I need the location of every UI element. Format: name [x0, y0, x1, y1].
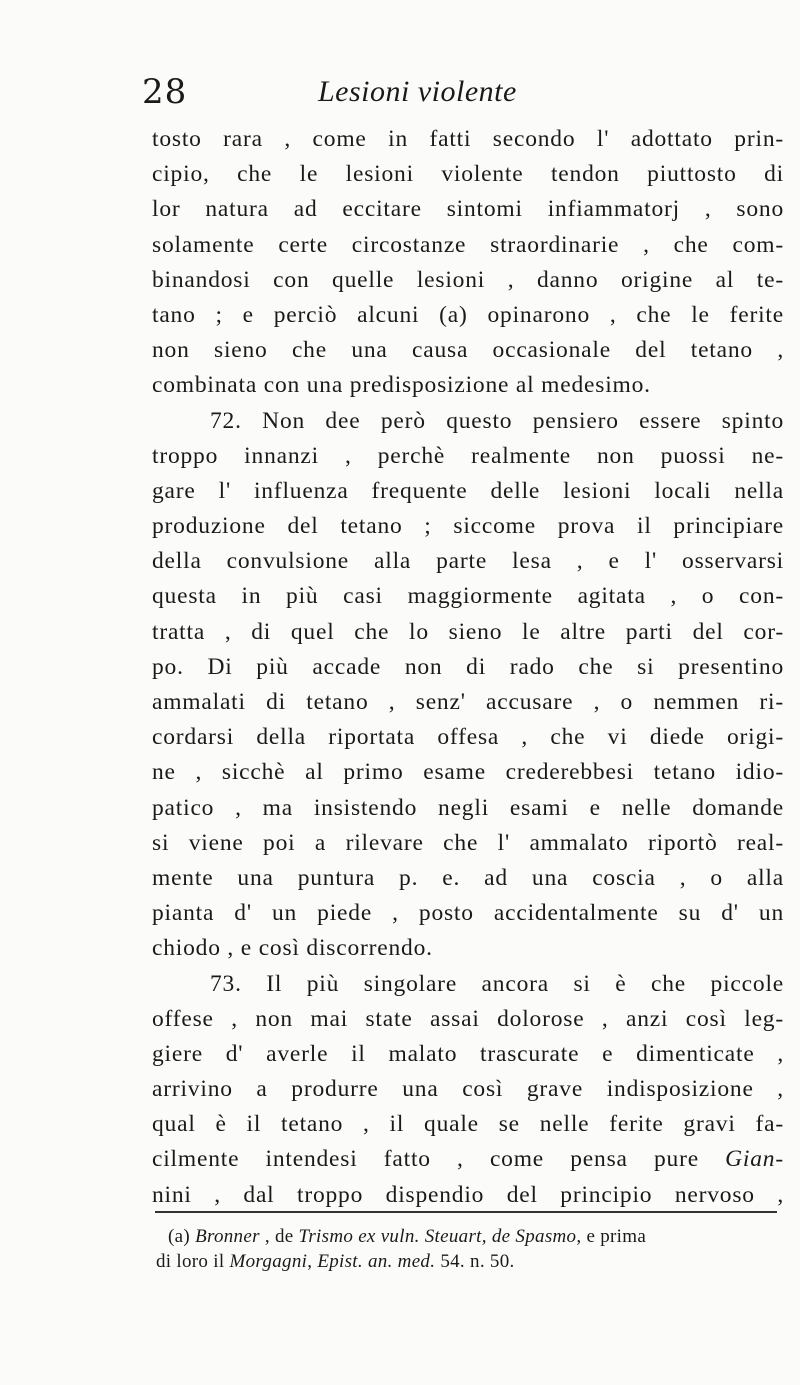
footnote-text: , de — [259, 1226, 299, 1247]
text-line: troppo innanzi , perchè realmente non puossi ne- — [152, 442, 784, 469]
footnote-author: Steuart, — [424, 1226, 487, 1247]
footnote — [156, 1224, 781, 1274]
paragraph-72-start: 72. Non dee però questo pensiero essere spinto — [210, 407, 784, 434]
text-line: lor natura ad eccitare sintomi infiammatorj , sono — [152, 196, 784, 223]
footnote-divider — [155, 1211, 777, 1213]
text-line: ne , sicchè al primo esame crederebbesi tetano idio- — [152, 759, 784, 786]
text-line: della convulsione alla parte lesa , e l' osservarsi — [152, 548, 784, 575]
text-line: giere d' averle il malato trascurate e dimenticate , — [152, 1040, 784, 1067]
footnote-work: Trismo ex vuln. — [298, 1226, 420, 1247]
text-line-italic-start — [152, 1178, 784, 1213]
paragraph-73-start: 73. Il più singolare ancora si è che piccole — [210, 970, 784, 997]
text-line: patico , ma insistendo negli esami e nelle domande — [152, 794, 784, 821]
italic-name: Gian- — [725, 1146, 784, 1173]
text-segment: nini , dal troppo dispendio del principio nervoso , — [152, 1181, 784, 1208]
text-line: tosto rara , come in fatti secondo l' adottato prin- — [152, 126, 784, 152]
text-line: arrivino a produrre una così grave indisposizione , — [152, 1076, 784, 1103]
text-line: binandosi con quelle lesioni , danno origine al te- — [152, 266, 784, 293]
text-line: cipio, che le lesioni violente tendon piuttosto di — [152, 161, 784, 188]
text-line: mente una puntura p. e. ad una coscia , o alla — [152, 864, 784, 891]
text-line: offese , non mai state assai dolorose , anzi così leg- — [152, 1005, 784, 1032]
text-line: gare l' influenza frequente delle lesioni locali nella — [152, 477, 784, 504]
text-line: po. Di più accade non di rado che si presentino — [152, 653, 784, 680]
text-line: ammalati di tetano , senz' accusare , o nemmen ri- — [152, 689, 784, 715]
text-line: chiodo , e così discorrendo. — [152, 935, 433, 962]
text-line: tratta , di quel che lo sieno le altre parti del cor- — [152, 618, 784, 645]
footnote-line — [156, 1224, 781, 1249]
text-line: solamente certe circostanze straordinarie , che com- — [152, 231, 784, 258]
text-line: tano ; e perciò alcuni (a) opinarono , che le ferite — [152, 301, 784, 328]
text-line: pianta d' un piede , posto accidentalmente su d' un — [152, 900, 784, 927]
text-line: qual è il tetano , il quale se nelle ferite gravi fa- — [152, 1111, 784, 1138]
footnote-text: e prima — [581, 1226, 647, 1247]
running-title: Lesioni violente — [318, 75, 517, 108]
text-line: questa in più casi maggiormente agitata , o con- — [152, 583, 784, 610]
page-header — [0, 72, 800, 112]
text-line: produzione del tetano ; siccome prova il principiare — [152, 513, 784, 540]
text-line: si viene poi a rilevare che l' ammalato riportò real- — [152, 829, 784, 856]
footnote-work: Epist. an. med. — [317, 1251, 436, 1272]
footnote-author: Bronner — [195, 1226, 260, 1247]
footnote-text: di loro il — [156, 1251, 230, 1272]
footnote-line: di loro il Morgagni, Epist. an. med. 54. n. 50. — [156, 1251, 515, 1272]
text-line: non sieno che una causa occasionale del tetano , — [152, 337, 784, 364]
text-line-with-italic — [152, 1142, 784, 1177]
page-number: 28 — [142, 72, 188, 112]
footnote-marker: (a) — [168, 1226, 190, 1247]
footnote-author: Morgagni — [229, 1251, 308, 1272]
text-line: cordarsi della riportata offesa , che vi diede origi- — [152, 724, 784, 751]
main-text — [152, 122, 784, 1213]
footnote-work: de Spasmo, — [491, 1226, 582, 1247]
text-line: combinata con una predisposizione al medesimo. — [152, 372, 651, 399]
text-segment: cilmente intendesi fatto , come pensa pure — [152, 1146, 699, 1173]
footnote-text: 54. n. 50. — [435, 1251, 515, 1272]
